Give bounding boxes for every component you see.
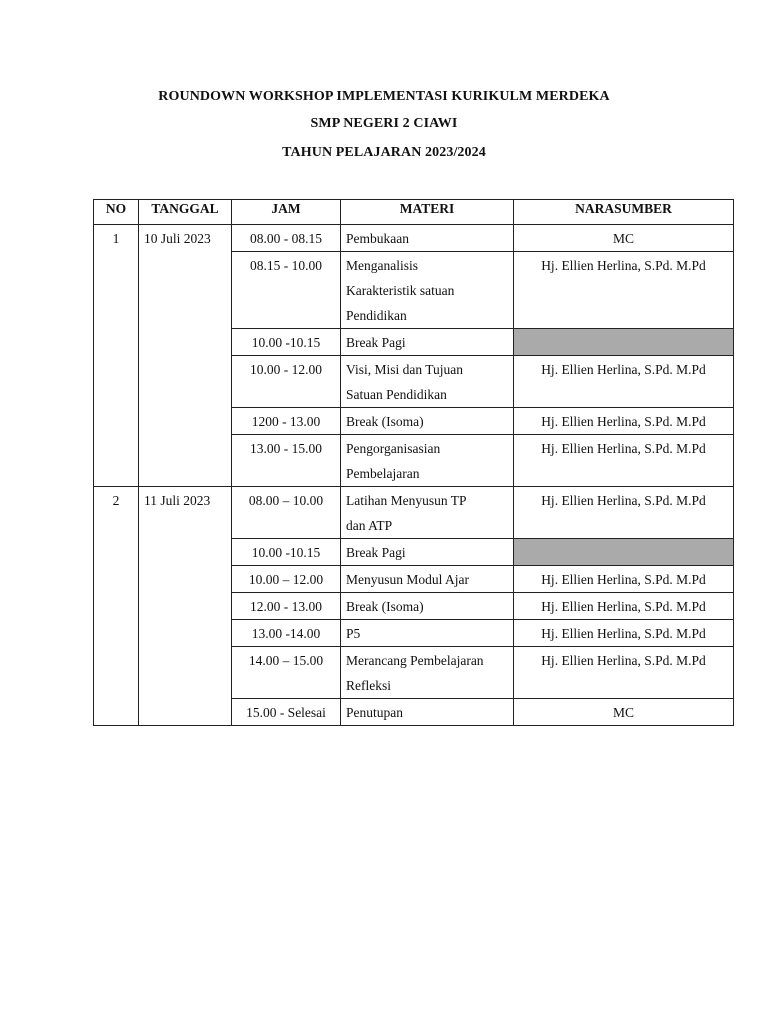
document-title: ROUNDOWN WORKSHOP IMPLEMENTASI KURIKULM MERDEKA [158,89,610,104]
session-topic-line: Menyusun Modul Ajar [346,572,469,587]
session-topic [341,408,514,435]
speaker-cell-empty [514,329,734,356]
session-topic-line: Visi, Misi dan Tujuan [346,362,463,377]
session-topic-line: Refleksi [346,678,391,693]
session-speaker: MC [514,699,734,726]
header-narasumber: NARASUMBER [514,200,734,225]
school-name: SMP NEGERI 2 CIAWI [310,116,458,131]
session-topic-line: Merancang Pembelajaran [346,653,484,668]
session-topic [341,487,514,539]
schedule-body [94,225,734,726]
session-topic [341,593,514,620]
session-time: 08.00 - 08.15 [232,225,341,252]
session-time: 13.00 - 15.00 [232,435,341,487]
header-jam: JAM [232,200,341,225]
session-time: 10.00 -10.15 [232,329,341,356]
day-number: 1 [94,225,139,487]
session-speaker: Hj. Ellien Herlina, S.Pd. M.Pd [514,252,734,329]
speaker-cell-empty [514,539,734,566]
session-topic-line: Break (Isoma) [346,599,424,614]
session-time: 08.00 – 10.00 [232,487,341,539]
session-topic-line: P5 [346,626,361,641]
schedule-table [93,199,734,726]
table-row [94,487,734,539]
session-topic-line: Break Pagi [346,545,406,560]
session-time: 14.00 – 15.00 [232,647,341,699]
session-topic [341,356,514,408]
session-topic-line: dan ATP [346,518,393,533]
day-number: 2 [94,487,139,726]
session-topic-line: Pengorganisasian [346,441,441,456]
session-topic [341,539,514,566]
day-date: 11 Juli 2023 [139,487,232,726]
session-topic-line: Menganalisis [346,258,418,273]
session-speaker: Hj. Ellien Herlina, S.Pd. M.Pd [514,620,734,647]
table-row [94,225,734,252]
header-tanggal: TANGGAL [139,200,232,225]
session-time: 10.00 -10.15 [232,539,341,566]
academic-year: TAHUN PELAJARAN 2023/2024 [282,145,486,160]
session-topic-line: Karakteristik satuan [346,283,455,298]
session-time: 1200 - 13.00 [232,408,341,435]
session-topic-line: Satuan Pendidikan [346,387,447,402]
session-speaker: Hj. Ellien Herlina, S.Pd. M.Pd [514,487,734,539]
day-date: 10 Juli 2023 [139,225,232,487]
session-topic-line: Penutupan [346,705,403,720]
session-speaker: MC [514,225,734,252]
session-topic-line: Pembelajaran [346,466,420,481]
session-time: 08.15 - 10.00 [232,252,341,329]
session-topic [341,435,514,487]
session-topic-line: Pembukaan [346,231,409,246]
session-time: 13.00 -14.00 [232,620,341,647]
session-time: 15.00 - Selesai [232,699,341,726]
session-speaker: Hj. Ellien Herlina, S.Pd. M.Pd [514,593,734,620]
table-header-row [94,200,734,225]
session-time: 10.00 – 12.00 [232,566,341,593]
session-speaker: Hj. Ellien Herlina, S.Pd. M.Pd [514,356,734,408]
session-topic [341,329,514,356]
session-topic [341,566,514,593]
session-topic-line: Break Pagi [346,335,406,350]
session-speaker: Hj. Ellien Herlina, S.Pd. M.Pd [514,647,734,699]
session-topic [341,699,514,726]
session-speaker: Hj. Ellien Herlina, S.Pd. M.Pd [514,435,734,487]
session-topic-line: Pendidikan [346,308,407,323]
header-materi: MATERI [341,200,514,225]
session-topic [341,252,514,329]
session-time: 12.00 - 13.00 [232,593,341,620]
session-speaker: Hj. Ellien Herlina, S.Pd. M.Pd [514,566,734,593]
session-speaker: Hj. Ellien Herlina, S.Pd. M.Pd [514,408,734,435]
session-topic-line: Break (Isoma) [346,414,424,429]
header-no: NO [94,200,139,225]
session-topic [341,647,514,699]
session-time: 10.00 - 12.00 [232,356,341,408]
session-topic [341,225,514,252]
session-topic-line: Latihan Menyusun TP [346,493,467,508]
session-topic [341,620,514,647]
